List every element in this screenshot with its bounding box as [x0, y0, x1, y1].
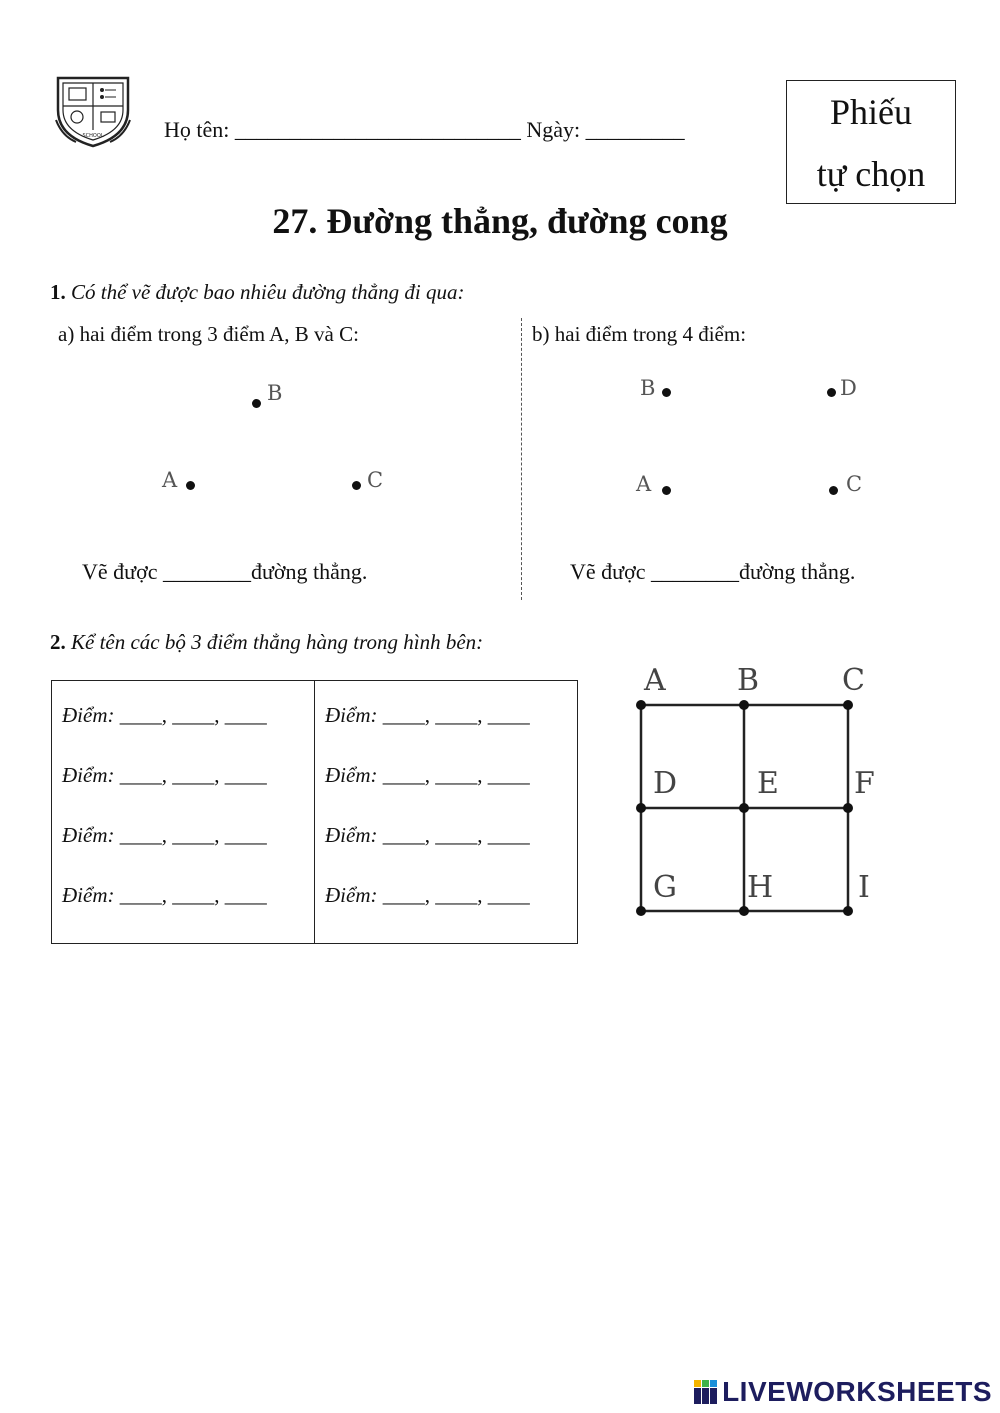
grid-label-d: D: [653, 766, 678, 801]
name-field[interactable]: __________________________: [234, 117, 521, 142]
point-label-b: B: [267, 381, 283, 405]
row-label: Điểm:: [325, 763, 378, 787]
answer-column-left: [52, 681, 315, 944]
grid-point-g: [636, 906, 646, 916]
grid-label-a: A: [644, 663, 666, 698]
answer-row[interactable]: [325, 823, 577, 883]
question-2-text: Kể tên các bộ 3 điểm thẳng hàng trong hình bên:: [71, 630, 484, 654]
school-logo-text: SCHOOL: [82, 133, 104, 139]
row-blanks[interactable]: ____, ____, ____: [382, 763, 530, 787]
grid-point-a: [636, 700, 646, 710]
question-2: [50, 630, 483, 655]
answer-column-right: [315, 681, 578, 944]
grid-label-f: F: [854, 766, 875, 801]
row-label: Điểm:: [62, 883, 115, 907]
worksheet-type-box: [786, 80, 956, 204]
brand-logo[interactable]: [693, 1376, 992, 1408]
row-label: Điểm:: [62, 823, 115, 847]
grid-point-i: [843, 906, 853, 916]
answer-row[interactable]: [325, 763, 577, 823]
question-1-number: 1.: [50, 280, 66, 304]
section-divider: [521, 318, 522, 600]
grid-point-d: [636, 803, 646, 813]
point-label-c2: C: [846, 472, 863, 496]
box-line-2: tự chọn: [816, 154, 926, 194]
row-label: Điểm:: [325, 823, 378, 847]
question-1-text: Có thể vẽ được bao nhiêu đường thẳng đi qua:: [71, 280, 465, 304]
question-2-number: 2.: [50, 630, 66, 654]
row-label: Điểm:: [62, 763, 115, 787]
row-label: Điểm:: [325, 883, 378, 907]
part-a-answer: [82, 559, 367, 585]
question-1: [50, 280, 465, 305]
answer-row[interactable]: [62, 703, 314, 763]
grid-label-h: H: [747, 870, 774, 905]
part-a-label: a) hai điểm trong 3 điểm A, B và C:: [58, 322, 359, 346]
part-b-label: b) hai điểm trong 4 điểm:: [532, 322, 747, 346]
row-blanks[interactable]: ____, ____, ____: [382, 883, 530, 907]
point-dot-b2: [662, 388, 671, 397]
grid-point-c: [843, 700, 853, 710]
name-label: Họ tên:: [164, 117, 230, 142]
answer-row[interactable]: [62, 823, 314, 883]
brand-mark-icon: [693, 1379, 719, 1405]
grid-point-h: [739, 906, 749, 916]
part-a-answer-suffix: đường thẳng.: [250, 559, 368, 584]
point-dot-a: [186, 481, 195, 490]
point-label-a: A: [162, 468, 178, 492]
grid-label-g: G: [653, 870, 677, 905]
grid-label-e: E: [757, 766, 779, 801]
page-title: 27. Đường thẳng, đường cong: [272, 201, 728, 241]
row-label: Điểm:: [325, 703, 378, 727]
point-dot-d2: [827, 388, 836, 397]
answer-row[interactable]: [62, 883, 314, 943]
brand-text: LIVEWORKSHEETS: [722, 1376, 992, 1407]
grid-label-b: B: [737, 663, 760, 698]
point-label-d2: D: [840, 376, 857, 400]
row-blanks[interactable]: ____, ____, ____: [382, 823, 530, 847]
grid-label-i: I: [858, 870, 870, 905]
point-dot-c2: [829, 486, 838, 495]
part-b-answer-blank[interactable]: ________: [650, 559, 739, 584]
answer-table: [51, 680, 578, 944]
row-blanks[interactable]: ____, ____, ____: [119, 703, 267, 727]
row-blanks[interactable]: ____, ____, ____: [119, 883, 267, 907]
date-field[interactable]: _________: [585, 117, 685, 142]
point-dot-b: [252, 399, 261, 408]
part-b-answer: [570, 559, 855, 585]
part-b-answer-prefix: Vẽ được: [570, 559, 646, 584]
part-b-answer-suffix: đường thẳng.: [738, 559, 856, 584]
part-a-answer-blank[interactable]: ________: [162, 559, 251, 584]
row-label: Điểm:: [62, 703, 115, 727]
grid-label-c: C: [842, 663, 865, 698]
point-label-c: C: [367, 468, 384, 492]
grid-point-e: [739, 803, 749, 813]
point-label-a2: A: [636, 472, 652, 496]
point-label-b2: B: [640, 376, 656, 400]
row-blanks[interactable]: ____, ____, ____: [382, 703, 530, 727]
grid-figure: [620, 660, 890, 930]
date-label: Ngày:: [526, 117, 581, 142]
answer-row[interactable]: [62, 763, 314, 823]
point-dot-a2: [662, 486, 671, 495]
part-a-answer-prefix: Vẽ được: [82, 559, 158, 584]
student-info-line: [164, 117, 685, 143]
answer-row[interactable]: [325, 703, 577, 763]
grid-point-f: [843, 803, 853, 813]
point-dot-c: [352, 481, 361, 490]
box-line-1: Phiếu: [829, 92, 912, 132]
grid-point-b: [739, 700, 749, 710]
row-blanks[interactable]: ____, ____, ____: [119, 823, 267, 847]
answer-row[interactable]: [325, 883, 577, 943]
row-blanks[interactable]: ____, ____, ____: [119, 763, 267, 787]
school-logo: [52, 70, 134, 148]
